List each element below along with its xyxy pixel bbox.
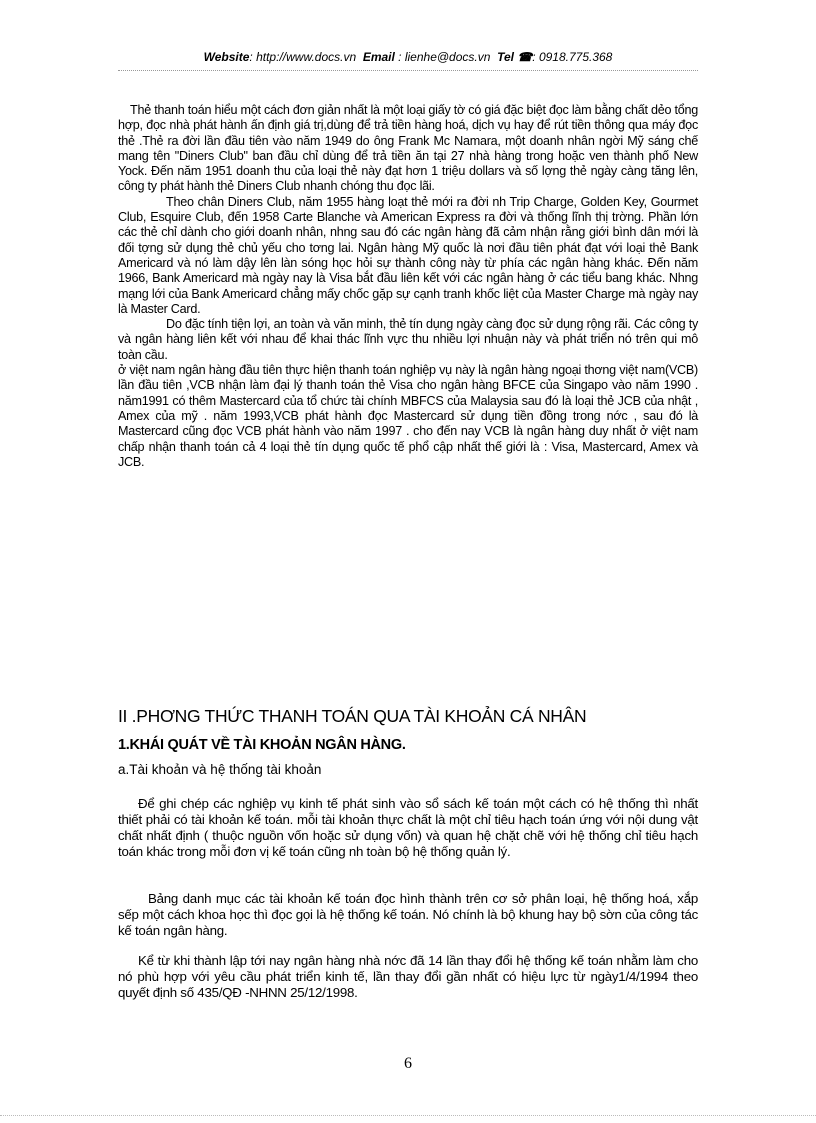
paragraph-2: Theo chân Diners Club, năm 1955 hàng loạt thẻ mới ra đời nh Trip Charge, Golden Key, Gourmet Club, Esquire Club, đến 1958 Carte Blanche và American Express ra đời và thống lĩnh thị trờng. Phần lớn các thẻ chỉ dành cho giới doanh nhân, nhng sau đó các ngân hàng đã cảm nhận rằng giới bình dân mới là đối tợng sử dụng thẻ chủ yếu cho tơng lai. Ngân hàng Mỹ quốc là nơi đầu tiên phát đạt với loại thẻ Bank Americard và nó làm dậy lên làn sóng học hỏi sự thành công này từ phía các ngân hàng khác. Đến năm 1966, Bank Americard mà ngày nay là Visa bắt đầu liên kết với các ngân hàng ở các tiểu bang khác. Nhng mạng lới của Bank Americard chẳng mấy chốc gặp sự cạnh tranh khốc liệt của Master Charge mà ngày nay là Master Card. — [118, 194, 698, 316]
tel-label: Tel — [497, 50, 514, 64]
body-text — [118, 103, 698, 470]
paragraph-5-text: Để ghi chép các nghiệp vụ kinh tế phát sinh vào sổ sách kế toán một cách có hệ thống thì nhất thiết phải có tài khoản kế toán. mỗi tài khoản thực chất là một chỉ tiêu hạch toán ứng với nội dung vật chất nhất định ( thuộc nguồn vốn hoặc sử dụng vốn) và quan hệ chặt chẽ với hệ thống chỉ tiêu hạch toán khác trong mỗi đơn vị kế toán cũng nh toàn bộ hệ thống quản lý. — [118, 796, 698, 859]
page-header — [0, 50, 816, 64]
paragraph-6-text: Bảng danh mục các tài khoản kế toán đọc hình thành trên cơ sở phân loại, hệ thống hoá, xắp sếp một cách khoa học thì đọc gọi là hệ thống kế toán. Nó chính là bộ khung hay bộ sờn của công tác kế toán ngân hàng. — [118, 891, 698, 938]
paragraph-4: ở việt nam ngân hàng đầu tiên thực hiện thanh toán nghiệp vụ này là ngân hàng ngoại thơng việt nam(VCB) lần đầu tiên ,VCB nhận làm đại lý thanh toán thẻ Visa cho ngân hàng BFCE của Singapo vào năm 1990 . năm1991 có thêm Mastercard của tổ chức tài chính MBFCS của Malaysia sau đó là loại thẻ JCB của nhật , Amex của mỹ . năm 1993,VCB phát hành đọc Mastercard sử dụng tiền đồng trong nớc , sau đó là Mastercard cũng đọc VCB phát hành vào năm 1997 . cho đến nay VCB là ngân hàng duy nhất ở việt nam chấp nhận thanh toán cả 4 loại thẻ tín dụng quốc tế phổ cập nhất thế giới là : Visa, Mastercard, Amex và JCB. — [118, 363, 698, 469]
paragraph-7-text: Kể từ khi thành lập tới nay ngân hàng nhà nớc đã 14 lần thay đổi hệ thống kế toán nhằm làm cho nó phù hợp với yêu cầu phát triển kinh tế, lần thay đổi gần nhất có hiệu lực từ ngày1/4/1994 theo quyết định số 435/QĐ -NHNN 25/12/1998. — [118, 953, 698, 1000]
paragraph-5 — [118, 796, 698, 860]
header-divider — [118, 70, 698, 71]
website-label: Website — [203, 50, 250, 64]
paragraph-3: Do đặc tính tiện lợi, an toàn và văn minh, thẻ tín dụng ngày càng đọc sử dụng rộng rãi. Các công ty và ngân hàng liên kết với nhau để khai thác lĩnh vực thu nhiều lợi nhuận này và phát triển nó trên qui mô toàn cầu. — [118, 317, 698, 362]
phone-icon: ☎ — [517, 50, 533, 64]
email-value: : lienhe@docs.vn — [398, 50, 491, 64]
subsection-heading: 1.KHÁI QUÁT VỀ TÀI KHOẢN NGÂN HÀNG. — [118, 737, 406, 753]
page-number: 6 — [404, 1055, 412, 1072]
footer-divider — [0, 1115, 816, 1116]
website-value: : http://www.docs.vn — [249, 50, 357, 64]
section-heading: II .PHƠNG THỨC THANH TOÁN QUA TÀI KHOẢN CÁ NHÂN — [118, 706, 587, 726]
paragraph-1: Thẻ thanh toán hiểu một cách đơn giản nhất là một loại giấy tờ có giá đặc biệt đọc làm bằng chất dẻo tổng hợp, đọc nhà phát hành ấn định giá trị,dùng để trả tiền hàng hoá, dịch vụ hay để rút tiền thông qua máy đọc thẻ .Thẻ ra đời lần đầu tiên vào năm 1949 do ông Frank Mc Namara, một doanh nhân ngời Mỹ sáng chế mang tên "Diners Club" ban đầu chỉ dùng để trả tiền ăn tại 27 nhà hàng trong hoặc ven thành phố New Yock. Đến năm 1951 doanh thu của loại thẻ này đạt hơn 1 triệu dollars và số lợng thẻ ngày càng tăng lên, công ty phát hành thẻ Diners Club nhanh chóng thu đọc lãi. — [118, 103, 698, 194]
tel-value: : 0918.775.368 — [532, 50, 613, 64]
sub-subsection-heading: a.Tài khoản và hệ thống tài khoản — [118, 762, 322, 777]
email-label: Email — [362, 50, 395, 64]
paragraph-6 — [118, 891, 698, 939]
paragraph-7 — [118, 953, 698, 1001]
